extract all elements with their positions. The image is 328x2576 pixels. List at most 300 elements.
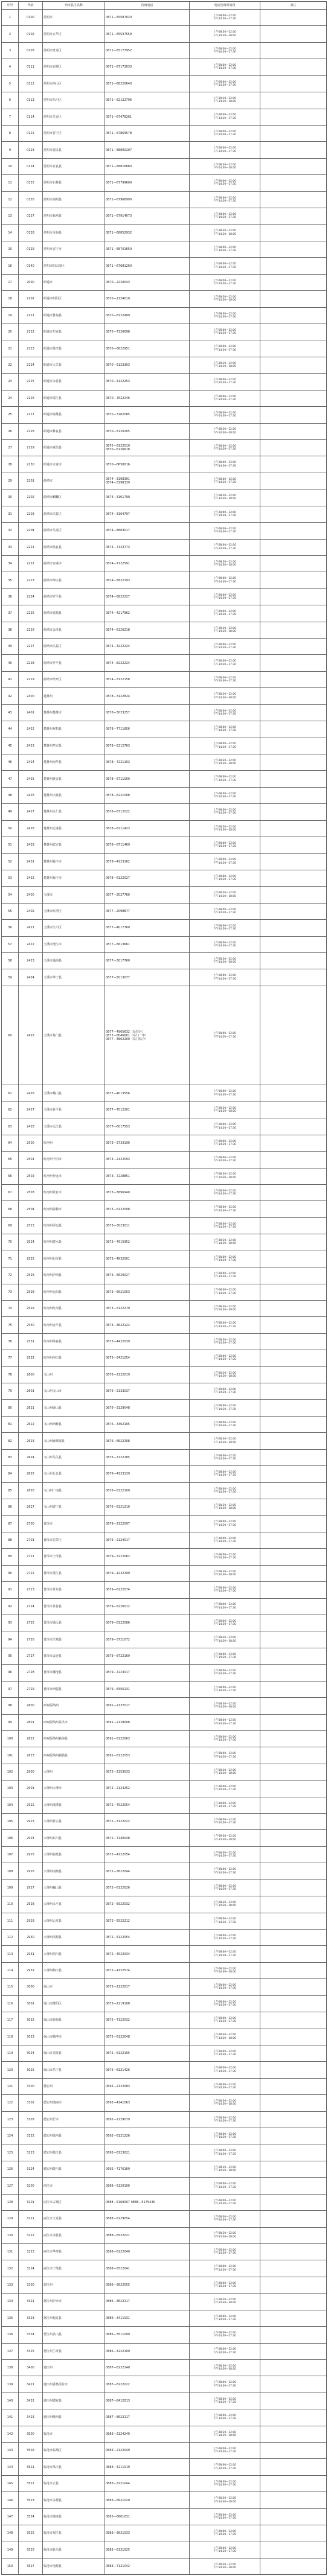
- row-remarks: [260, 588, 327, 605]
- row-phone: [105, 1565, 190, 1581]
- row-remarks: [260, 1814, 327, 1830]
- row-serial: 60: [2, 986, 19, 1085]
- row-code: 2401: [19, 704, 43, 721]
- hours-afternoon: 下午14:30—17:30: [213, 1937, 236, 1941]
- hours-afternoon: 下午14:30—17:30: [213, 1822, 236, 1825]
- row-phone: [105, 1499, 190, 1516]
- hours-morning: 上午08:30—12:00: [213, 2100, 236, 2103]
- phone-line: 0877—3017760: [106, 959, 130, 963]
- row-hours: [190, 10, 260, 26]
- hours-morning: 上午08:00—12:00: [213, 792, 236, 795]
- table-row: [2, 1681, 327, 1697]
- row-code: 3123: [19, 2144, 43, 2161]
- hours-afternoon: 下午14:30—17:30: [213, 2219, 236, 2222]
- hours-morning: 上午08:00—12:00: [213, 2513, 236, 2517]
- table-row: [2, 2343, 327, 2359]
- row-remarks: [260, 1433, 327, 1449]
- row-region-name: 楚雄州元谋县: [43, 820, 105, 837]
- row-code: 2724: [19, 1598, 43, 1615]
- row-hours: [190, 208, 260, 225]
- row-remarks: [260, 738, 327, 754]
- row-region-name: 红河州蒙自市: [43, 1185, 105, 1201]
- row-serial: 130: [2, 2227, 19, 2243]
- row-region-name: 昭通市大关县: [43, 357, 105, 373]
- table-row: [2, 2443, 327, 2459]
- phone-line: 0876—2133037: [106, 1389, 130, 1394]
- row-phone: [105, 158, 190, 174]
- row-phone: [105, 555, 190, 572]
- row-phone: [105, 1764, 190, 1780]
- hours-afternoon: 下午14:30—17:30: [213, 2136, 236, 2140]
- phone-line: 0871—65587020: [106, 16, 132, 20]
- row-region-name: 曲靖市陆良县: [43, 539, 105, 555]
- row-region-name: 昆明市寻甸县: [43, 225, 105, 241]
- row-hours: [190, 1300, 260, 1316]
- row-phone: [105, 1516, 190, 1532]
- table-row: [2, 588, 327, 605]
- hours-afternoon: 下午14:30—17:30: [213, 1126, 236, 1130]
- row-region-name: 临沧市镇康县: [43, 2508, 105, 2525]
- table-row: [2, 555, 327, 572]
- row-code: 2102: [19, 291, 43, 307]
- phone-line: 0871—68852932: [106, 231, 132, 235]
- row-hours: [190, 1681, 260, 1697]
- row-remarks: [260, 208, 327, 225]
- row-hours: [190, 2459, 260, 2475]
- hours-afternoon: 下午14:30—18:00: [213, 2169, 236, 2173]
- hours-afternoon: 下午14:30—17:30: [213, 67, 236, 71]
- row-phone: [105, 473, 190, 489]
- phone-line: 0876—3362105: [106, 1423, 130, 1427]
- row-code: 3525: [19, 2525, 43, 2542]
- row-region-name: 大理州南涧县: [43, 1863, 105, 1879]
- hours-afternoon: 下午14:30—17:30: [213, 2484, 236, 2487]
- table-row: [2, 903, 327, 919]
- row-phone: [105, 1251, 190, 1267]
- row-code: 3023: [19, 2029, 43, 2045]
- row-hours: [190, 274, 260, 290]
- row-hours: [190, 142, 260, 158]
- hours-morning: 上午08:00—12:00: [213, 1272, 236, 1276]
- row-remarks: [260, 721, 327, 738]
- row-serial: 110: [2, 1896, 19, 1913]
- table-row: [2, 2161, 327, 2177]
- row-region-name: 普洱市江城县: [43, 1631, 105, 1648]
- row-phone: [105, 1946, 190, 1962]
- row-phone: [105, 2045, 190, 2061]
- row-region-name: 普洱市墨江县: [43, 1565, 105, 1581]
- row-region-name: 文山州麻栗坡县: [43, 1433, 105, 1449]
- row-serial: 148: [2, 2525, 19, 2542]
- phone-line: 0875—8121426: [106, 2068, 130, 2072]
- row-region-name: 昆明市石林县: [43, 175, 105, 191]
- row-region-name: 昭通市彝良县: [43, 423, 105, 439]
- row-code: 2125: [19, 374, 43, 390]
- phone-line: 0872—7522054: [106, 1803, 130, 1807]
- row-remarks: [260, 225, 327, 241]
- row-remarks: [260, 456, 327, 473]
- row-code: 2129: [19, 439, 43, 456]
- row-serial: 141: [2, 2409, 19, 2426]
- row-phone: [105, 2393, 190, 2409]
- row-hours: [190, 258, 260, 274]
- row-hours: [190, 506, 260, 522]
- row-region-name: 昆明市晋宁区: [43, 125, 105, 141]
- table-row: [2, 1416, 327, 1432]
- hours-morning: 上午08:30—12:00: [213, 891, 236, 895]
- row-remarks: [260, 1730, 327, 1747]
- row-hours: [190, 75, 260, 92]
- hours-morning: 上午08:00—12:00: [213, 726, 236, 730]
- row-remarks: [260, 936, 327, 952]
- phone-line: 0879—4232299: [106, 1571, 130, 1575]
- row-code: 2121: [19, 307, 43, 324]
- row-phone: [105, 1267, 190, 1284]
- hours-morning: 上午08:30—12:00: [213, 1702, 236, 1706]
- row-serial: 131: [2, 2244, 19, 2260]
- hours-afternoon: 下午14:30—17:30: [213, 199, 236, 203]
- hours-morning: 上午08:00—12:00: [213, 1520, 236, 1524]
- row-phone: [105, 1863, 190, 1879]
- row-phone: [105, 2475, 190, 2492]
- row-region-name: 保山市: [43, 1979, 105, 1995]
- row-region-name: 红河州河口县: [43, 1350, 105, 1366]
- hours-afternoon: 下午14:30—17:30: [213, 1457, 236, 1461]
- row-serial: 25: [2, 407, 19, 423]
- row-phone: [105, 2244, 190, 2260]
- row-code: 3201: [19, 2194, 43, 2210]
- hours-afternoon: 下午14:30—17:30: [213, 2202, 236, 2205]
- row-serial: 18: [2, 291, 19, 307]
- hours-afternoon: 下午14:30—18:00: [213, 894, 236, 898]
- row-code: 2123: [19, 340, 43, 357]
- row-remarks: [260, 1350, 327, 1366]
- row-remarks: [260, 1698, 327, 1714]
- row-region-name: 德宏州陇川县: [43, 2161, 105, 2177]
- row-phone: [105, 887, 190, 903]
- row-remarks: [260, 1913, 327, 1929]
- row-serial: 112: [2, 1929, 19, 1945]
- phone-line: 0870—7622246: [106, 396, 130, 400]
- row-serial: 64: [2, 1135, 19, 1151]
- hours-morning: 上午08:00—12:00: [213, 1868, 236, 1872]
- row-phone: [105, 75, 190, 92]
- row-region-name: 曲靖市宣威市: [43, 555, 105, 572]
- row-serial: 114: [2, 1962, 19, 1978]
- hours-afternoon: 下午14:30—18:00: [213, 2434, 236, 2437]
- table-row: [2, 26, 327, 42]
- row-hours: [190, 1846, 260, 1863]
- row-code: 2701: [19, 1532, 43, 1548]
- hours-morning: 上午08:00—12:00: [213, 643, 236, 646]
- row-remarks: [260, 1714, 327, 1730]
- row-code: 2722: [19, 1565, 43, 1581]
- row-serial: 1: [2, 10, 19, 26]
- row-serial: 58: [2, 953, 19, 969]
- hours-morning: 上午08:30—12:00: [213, 1503, 236, 1507]
- phone-line: 0874—8222224: [106, 661, 130, 665]
- phone-line: 0875—7122032: [106, 2018, 130, 2023]
- table-row: [2, 1896, 327, 1913]
- row-remarks: [260, 1681, 327, 1697]
- row-remarks: [260, 754, 327, 770]
- row-phone: [105, 125, 190, 141]
- row-remarks: [260, 2178, 327, 2194]
- hours-morning: 上午08:00—12:00: [213, 2000, 236, 2004]
- row-phone: [105, 2062, 190, 2078]
- hours-afternoon: 下午14:30—18:00: [213, 299, 236, 302]
- row-serial: 21: [2, 340, 19, 357]
- hours-morning: 上午08:30—12:00: [213, 825, 236, 829]
- table-row: [2, 1698, 327, 1714]
- row-phone: [105, 390, 190, 406]
- row-hours: [190, 639, 260, 655]
- row-hours: [190, 804, 260, 820]
- row-region-name: 曲靖市罗平县: [43, 655, 105, 671]
- row-serial: 144: [2, 2459, 19, 2475]
- row-serial: 76: [2, 1333, 19, 1350]
- row-code: 2432: [19, 870, 43, 886]
- row-phone: [105, 2310, 190, 2326]
- hours-afternoon: 下午14:30—17:30: [213, 1805, 236, 1808]
- row-hours: [190, 1267, 260, 1284]
- phone-line: 0883—3221044: [106, 2482, 130, 2486]
- row-phone: [105, 1615, 190, 1631]
- table-row: [2, 1300, 327, 1316]
- row-region-name: 昭通市盐津县: [43, 340, 105, 357]
- row-code: 3025: [19, 2062, 43, 2078]
- hours-afternoon: 下午14:30—18:00: [213, 100, 236, 104]
- header-serial: 序号: [2, 2, 19, 10]
- phone-line: 0872—4122574: [106, 1969, 130, 1973]
- phone-line: 0872—6122026: [106, 1886, 130, 1890]
- row-code: 2526: [19, 1267, 43, 1284]
- row-phone: [105, 1168, 190, 1184]
- phone-line: 0878—3033257: [106, 710, 130, 715]
- row-hours: [190, 2393, 260, 2409]
- phone-line: 0878—7711856: [106, 727, 130, 732]
- row-code: 3321: [19, 2294, 43, 2310]
- table-row: [2, 1267, 327, 1284]
- row-code: 2627: [19, 1499, 43, 1516]
- hours-afternoon: 下午14:30—17:30: [213, 928, 236, 931]
- row-remarks: [260, 2260, 327, 2277]
- row-serial: 79: [2, 1383, 19, 1400]
- row-region-name: 文山州广南县: [43, 1482, 105, 1499]
- row-remarks: [260, 2343, 327, 2359]
- row-region-name: 文山州丘北县: [43, 1466, 105, 1482]
- phone-line: 0874—7123773: [106, 545, 130, 549]
- row-code: 2203: [19, 506, 43, 522]
- table-row: [2, 1350, 327, 1366]
- row-hours: [190, 1532, 260, 1548]
- row-remarks: [260, 655, 327, 671]
- row-region-name: 迪庆州维西县: [43, 2409, 105, 2426]
- phone-line: 0874—7122591: [106, 562, 130, 566]
- phone-line: 0873—3622122: [106, 1323, 130, 1327]
- hours-afternoon: 下午14:30—17:30: [213, 1209, 236, 1213]
- row-serial: 97: [2, 1681, 19, 1697]
- row-serial: 24: [2, 390, 19, 406]
- phone-line: 0874—3198339: [106, 481, 130, 485]
- hours-afternoon: 下午14:30—17:30: [213, 332, 236, 336]
- row-code: 3423: [19, 2409, 43, 2426]
- hours-afternoon: 下午14:30—17:30: [213, 646, 236, 650]
- phone-line: 0691—2128008: [106, 1720, 130, 1724]
- hours-morning: 上午08:00—12:00: [213, 610, 236, 614]
- hours-morning: 上午08:00—12:00: [213, 345, 236, 349]
- row-region-name: 大理州云龙县: [43, 1913, 105, 1929]
- table-row: [2, 1383, 327, 1400]
- row-code: 2500: [19, 1135, 43, 1151]
- row-phone: [105, 2459, 190, 2475]
- row-hours: [190, 1234, 260, 1251]
- row-phone: [105, 1300, 190, 1316]
- row-region-name: 楚雄州禄丰市: [43, 870, 105, 886]
- row-remarks: [260, 407, 327, 423]
- row-serial: 15: [2, 241, 19, 257]
- row-code: 0140: [19, 258, 43, 274]
- table-row: [2, 1879, 327, 1896]
- row-serial: 124: [2, 2128, 19, 2144]
- row-phone: [105, 374, 190, 390]
- hours-afternoon: 下午14:30—17:30: [213, 2285, 236, 2289]
- row-region-name: 大理州祥云县: [43, 1814, 105, 1830]
- row-hours: [190, 2294, 260, 2310]
- row-serial: 136: [2, 2327, 19, 2343]
- row-remarks: [260, 2244, 327, 2260]
- row-code: 3300: [19, 2277, 43, 2293]
- row-phone: [105, 622, 190, 638]
- row-remarks: [260, 572, 327, 588]
- table-row: [2, 738, 327, 754]
- row-hours: [190, 2078, 260, 2094]
- row-serial: 118: [2, 2029, 19, 2045]
- row-serial: 23: [2, 374, 19, 390]
- table-row: [2, 2525, 327, 2542]
- row-phone: [105, 2078, 190, 2094]
- hours-morning: 上午08:00—12:00: [213, 328, 236, 332]
- row-serial: 138: [2, 2359, 19, 2376]
- row-hours: [190, 2409, 260, 2426]
- row-hours: [190, 1284, 260, 1300]
- table-row: [2, 887, 327, 903]
- row-serial: 121: [2, 2078, 19, 2094]
- phone-line: 0870—4122253: [106, 380, 130, 384]
- table-row: [2, 1863, 327, 1879]
- hours-afternoon: 下午14:30—17:30: [213, 2053, 236, 2057]
- row-phone: [105, 506, 190, 522]
- table-row: [2, 456, 327, 473]
- table-row: [2, 1433, 327, 1449]
- hours-afternoon: 下午14:30—18:00: [213, 2036, 236, 2040]
- row-region-name: 德宏州瑞丽市: [43, 2095, 105, 2111]
- row-phone: [105, 523, 190, 539]
- row-code: 2400: [19, 688, 43, 704]
- row-code: 2424: [19, 969, 43, 986]
- row-region-name: 普洱市宁洱县: [43, 1549, 105, 1565]
- row-hours: [190, 2128, 260, 2144]
- phone-line: 0691—2137017: [106, 1704, 130, 1708]
- row-serial: 22: [2, 357, 19, 373]
- phone-line: 0883—2122049: [106, 2449, 130, 2453]
- row-phone: [105, 1714, 190, 1730]
- row-code: 2000: [19, 274, 43, 290]
- row-region-name: 楚雄州永仁县: [43, 804, 105, 820]
- phone-line: 0872—4522034: [106, 1952, 130, 1956]
- phone-line: 0875—5122048: [106, 2035, 130, 2039]
- row-remarks: [260, 439, 327, 456]
- phone-line: 0692—4141063: [106, 2101, 130, 2105]
- row-remarks: [260, 1466, 327, 1482]
- row-code: 3500: [19, 2426, 43, 2442]
- phone-line: 0879—8122086: [106, 1621, 130, 1625]
- row-region-name: 昆明市西山区: [43, 75, 105, 92]
- table-row: [2, 1979, 327, 1995]
- hours-morning: 上午08:30—12:00: [213, 1967, 236, 1971]
- row-remarks: [260, 1499, 327, 1516]
- row-remarks: [260, 291, 327, 307]
- hours-morning: 上午08:00—12:00: [213, 1123, 236, 1127]
- table-row: [2, 1913, 327, 1929]
- row-hours: [190, 704, 260, 721]
- phone-line: 0871—67799609: [106, 181, 132, 185]
- hours-morning: 上午08:00—12:00: [213, 577, 236, 581]
- row-phone: [105, 1449, 190, 1465]
- phone-line: 0873—7615952: [106, 1240, 130, 1245]
- row-region-name: 红河州: [43, 1135, 105, 1151]
- row-region-name: 文山州富宁县: [43, 1499, 105, 1516]
- table-row: [2, 2045, 327, 2061]
- phone-line: 0888—6122040: [106, 2250, 130, 2254]
- row-region-name: 楚雄州牟定县: [43, 738, 105, 754]
- row-serial: 78: [2, 1366, 19, 1383]
- hours-morning: 上午08:00—12:00: [213, 511, 236, 514]
- phone-line: 0877—4965632（易拉区）: [106, 1030, 145, 1034]
- row-code: 3224: [19, 2260, 43, 2277]
- hours-morning: 上午08:30—12:00: [213, 229, 236, 233]
- row-region-name: 临沧市临翔区: [43, 2443, 105, 2459]
- table-row: [2, 2542, 327, 2558]
- hours-afternoon: 下午14:30—18:00: [213, 961, 236, 964]
- table-row: [2, 208, 327, 225]
- hours-afternoon: 下午14:30—17:30: [213, 2003, 236, 2007]
- row-remarks: [260, 523, 327, 539]
- phone-line: 0878—7221103: [106, 760, 130, 765]
- row-phone: [105, 2525, 190, 2542]
- hours-afternoon: 下午14:30—17:30: [213, 2252, 236, 2256]
- row-serial: 133: [2, 2277, 19, 2293]
- row-hours: [190, 688, 260, 704]
- phone-line: 0886—3622055: [106, 2283, 130, 2287]
- row-remarks: [260, 986, 327, 1085]
- row-region-name: 曲靖市麒麟区: [43, 489, 105, 506]
- row-region-name: 大理州弥渡县: [43, 1846, 105, 1863]
- hours-afternoon: 下午14:30—17:30: [213, 1193, 236, 1196]
- row-remarks: [260, 853, 327, 870]
- hours-afternoon: 下午14:30—17:30: [213, 1623, 236, 1627]
- row-serial: 49: [2, 804, 19, 820]
- hours-morning: 上午08:00—12:00: [213, 2050, 236, 2053]
- hours-morning: 上午08:00—12:00: [213, 1189, 236, 1193]
- row-serial: 122: [2, 2095, 19, 2111]
- row-serial: 80: [2, 1400, 19, 1416]
- row-phone: [105, 870, 190, 886]
- hours-morning: 上午08:00—12:00: [213, 2381, 236, 2385]
- row-serial: 150: [2, 2558, 19, 2575]
- table-row: [2, 2558, 327, 2575]
- row-region-name: 普洱市景谷县: [43, 1598, 105, 1615]
